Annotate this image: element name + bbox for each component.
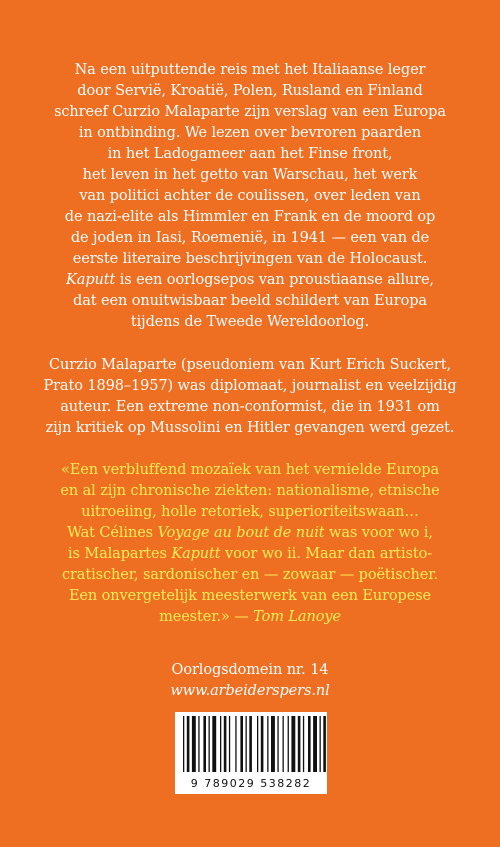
quote-fragment: is Malapartes [67, 546, 172, 562]
barcode-bar [267, 716, 268, 772]
barcode-bar [209, 716, 210, 772]
quote-line [0, 607, 500, 628]
barcode-bar [277, 716, 278, 772]
barcode-bar [261, 716, 264, 772]
bio-line: Prato 1898–1957) was diplomaat, journalist en veelzijdig [43, 378, 457, 394]
quote-line: cratischer, sardonischer en — zowaar — poëtischer. [61, 567, 439, 583]
barcode-bar [308, 716, 311, 772]
description-line: in het Ladogameer aan het Finse front, [107, 146, 393, 162]
barcode-bar [183, 716, 184, 772]
bio-line: Curzio Malaparte (pseudoniem van Kurt Erich Suckert, [48, 357, 451, 373]
publisher-info [0, 660, 500, 702]
description-line: de joden in Iasi, Roemenië, in 1941 — een van de [70, 230, 430, 246]
barcode-bar [224, 716, 227, 772]
description-line: van politici achter de coulissen, over leden van [79, 188, 421, 204]
quote-line: en al zijn chronische ziekten: nationalisme, etnische [60, 483, 440, 499]
quote-line: Een onvergetelijk meesterwerk van een Europese [68, 588, 432, 604]
barcode-bar [203, 716, 206, 772]
barcode-bar [192, 716, 196, 772]
quote-fragment: Wat Célines [67, 525, 158, 541]
barcode-bar [249, 716, 252, 772]
book-description [0, 60, 500, 333]
isbn-barcode [175, 712, 327, 794]
barcode-bar [271, 716, 275, 772]
description-line [0, 270, 500, 291]
series-label: Oorlogsdomein nr. 14 [171, 662, 329, 678]
barcode-bar [187, 716, 190, 772]
description-line: het leven in het getto van Warschau, het werk [82, 167, 418, 183]
barcode-bar [323, 716, 326, 772]
barcode-bar [240, 716, 243, 772]
barcode-bar [235, 716, 236, 772]
barcode-bar [246, 716, 247, 772]
isbn-digits: 9 789029 538282 [190, 777, 312, 790]
book-title-voyage: Voyage au bout de nuit [157, 525, 325, 541]
barcode-bar [257, 716, 258, 772]
bio-line: auteur. Een extreme non-conformist, die in 1931 om [60, 399, 440, 415]
barcode-bar [220, 716, 221, 772]
description-line: in ontbinding. We lezen over bevroren paarden [78, 125, 422, 141]
barcode-bar [313, 716, 317, 772]
barcode-bar [303, 716, 304, 772]
barcode-bar [320, 716, 321, 772]
description-line: dat een onuitwisbaar beeld schildert van Europa [73, 293, 427, 309]
quote-attribution: Tom Lanoye [253, 609, 341, 625]
publisher-website[interactable] [0, 681, 500, 702]
description-line-rest: is een oorlogsepos van proustiaanse allure, [115, 272, 434, 288]
quote-fragment: meester.» — [159, 609, 254, 625]
barcode-bar [198, 716, 199, 772]
quote-line: «Een verbluffend mozaïek van het vernielde Europa [61, 462, 439, 478]
quote-line [0, 523, 500, 544]
review-quote [0, 460, 500, 628]
quote-line: uitroeiing, holle retoriek, superioriteitswaan… [81, 504, 419, 520]
barcode-bar [288, 716, 289, 772]
quote-line [0, 544, 500, 565]
barcode-bar [229, 716, 230, 772]
barcode-bars [175, 712, 327, 776]
barcode-bar [298, 716, 301, 772]
quote-fragment: voor wo ii. Maar dan artisto- [220, 546, 433, 562]
description-line: schreef Curzio Malaparte zijn verslag van een Europa [54, 104, 446, 120]
book-title-kaputt-quote: Kaputt [171, 546, 221, 562]
barcode-bar [291, 716, 295, 772]
description-line: door Servië, Kroatië, Polen, Rusland en Finland [77, 83, 423, 99]
book-title-kaputt: Kaputt [66, 272, 116, 288]
barcode-bar [283, 716, 284, 772]
website-link[interactable]: www.arbeiderspers.nl [170, 683, 330, 699]
barcode-bar [212, 716, 216, 772]
quote-fragment: was voor wo i, [324, 525, 433, 541]
description-line: de nazi-elite als Himmler en Frank en de moord op [64, 209, 436, 225]
description-line: eerste literaire beschrijvingen van de Holocaust. [72, 251, 428, 267]
description-line: tijdens de Tweede Wereldoorlog. [130, 314, 370, 330]
author-bio [0, 355, 500, 439]
bio-line: zijn kritiek op Mussolini en Hitler gevangen werd gezet. [45, 420, 455, 436]
description-line: Na een uitputtende reis met het Italiaanse leger [74, 62, 426, 78]
